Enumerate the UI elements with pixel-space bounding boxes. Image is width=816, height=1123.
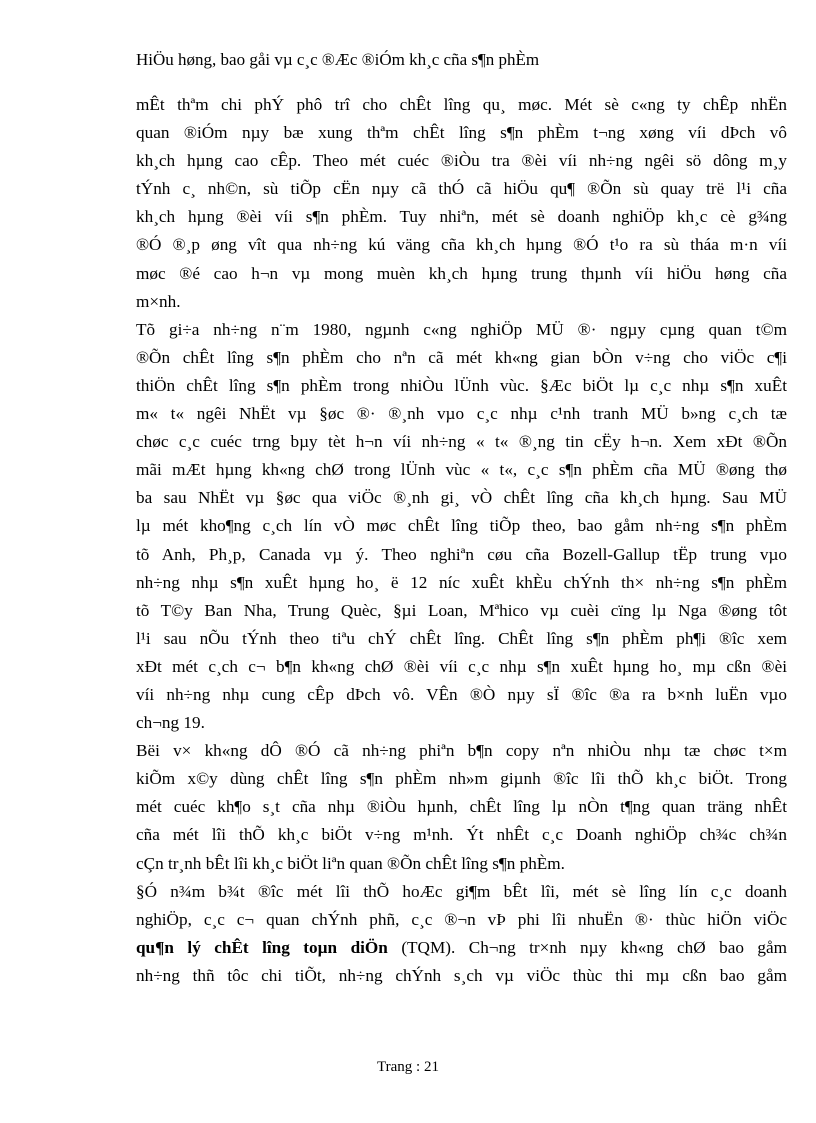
text-line: cÇn tr¸nh bÊt lîi kh¸c biÖt liªn quan ®Õn chÊt lîng s¶n phÈm. xyxy=(136,853,565,873)
text-line: xÐt mét c¸ch c¬ b¶n kh«ng chØ ®èi víi c¸c nhµ s¶n xuÊt hµng ho¸ mµ cßn ®èi xyxy=(136,656,787,676)
text-line: lµ mét kho¶ng c¸ch lín vÒ møc chÊt lîng tiÕp theo, bao gåm nh÷ng s¶n phÈm xyxy=(136,516,787,536)
text-line: Bëi v× kh«ng dÔ ®Ó cã nh÷ng phiªn b¶n copy nªn nhiÒu nhµ tæ chøc t×m xyxy=(136,741,787,761)
page-footer xyxy=(0,1057,816,1077)
text-line: chøc c¸c cuéc trng bµy tèt h¬n víi nh÷ng « t« ®¸ng tin cËy h¬n. Xem xÐt ®Õn xyxy=(136,432,787,452)
text-line: quan ®iÓm nµy bæ xung thªm chÊt lîng s¶n phÈm t¬ng xøng víi dÞch vô xyxy=(136,123,787,143)
running-header-text: HiÖu høng, bao gåi vµ c¸c ®Æc ®iÓm kh¸c cña s¶n phÈm xyxy=(136,50,540,69)
text-line: ®Ó ®¸p øng vît qua nh÷ng kú väng cña kh¸ch hµng ®Ó t¹o ra sù tháa m·n víi xyxy=(136,235,787,255)
text-line: kh¸ch hµng ®èi víi s¶n phÈm. Tuy nhiªn, mét sè doanh nghiÖp kh¸c cè g¾ng xyxy=(136,207,787,227)
text-line: nh÷ng nhµ s¶n xuÊt hµng ho¸ ë 12 níc xuÊt khÈu chÝnh th× nh÷ng s¶n phÈm xyxy=(136,572,787,592)
text-line: nh÷ng thñ tôc chi tiÕt, nh÷ng chÝnh s¸ch vµ viÖc thùc thi mµ cßn bao gåm xyxy=(136,965,787,985)
text-line: ch¬ng 19. xyxy=(136,713,205,733)
page-number: Trang : 21 xyxy=(377,1059,439,1075)
text-line: ba sau NhËt vµ §øc qua viÖc ®¸nh gi¸ vÒ chÊt lîng cña kh¸ch hµng. Sau MÜ xyxy=(136,488,787,508)
body-text xyxy=(136,91,787,990)
text-line: thiÖn chÊt lîng s¶n phÈm trong nhiÒu lÜnh vùc. §Æc biÖt lµ c¸c nhµ s¶n xuÊt xyxy=(136,375,787,395)
text-line: møc ®é cao h¬n vµ mong muèn kh¸ch hµng trung thµnh víi hiÖu høng cña xyxy=(136,263,787,283)
running-header xyxy=(136,48,696,72)
text-line: l¹i sau nÕu tÝnh theo tiªu chÝ chÊt lîng. ChÊt lîng s¶n phÈm ph¶i ®îc xem xyxy=(136,628,787,648)
text-line: tÝnh c¸ nh©n, sù tiÕp cËn nµy cã thÓ cã hiÖu qu¶ ®Õn sù quay trë l¹i cña xyxy=(136,179,787,199)
text-line: mét cuéc kh¶o s¸t cña nhµ ®iÒu hµnh, chÊt lîng lµ nÒn t¶ng quan träng nhÊt xyxy=(136,797,787,817)
text-line: m« t« ngêi NhËt vµ §øc ®· ®¸nh vµo c¸c nhµ c¹nh tranh MÜ b»ng c¸ch tæ xyxy=(136,404,787,424)
text-line-rest: (TQM). Ch¬ng tr×nh nµy kh«ng chØ bao gåm xyxy=(401,937,787,957)
text-line: ®Õn chÊt lîng s¶n phÈm cho nªn cã mét kh«ng gian bÒn v÷ng cho viÖc c¶i xyxy=(136,347,787,367)
text-line: kh¸ch hµng cao cÊp. Theo mét cuéc ®iÒu tra ®èi víi nh÷ng ngêi sö dông m¸y xyxy=(136,151,787,171)
text-line: nghiÖp, c¸c c¬ quan chÝnh phñ, c¸c ®¬n vÞ phi lîi nhuËn ®· thùc hiÖn viÖc xyxy=(136,909,787,929)
text-line: m×nh. xyxy=(136,291,181,311)
text-line: tõ Anh, Ph¸p, Canada vµ ý. Theo nghiªn cøu cña Bozell-Gallup tËp trung vµo xyxy=(136,544,787,564)
text-line: Tõ gi÷a nh÷ng n¨m 1980, ngµnh c«ng nghiÖp MÜ ®· ngµy cµng quan t©m xyxy=(136,319,787,339)
text-line: mãi mÆt hµng kh«ng chØ trong lÜnh vùc « t«, c¸c s¶n phÈm cña MÜ ®øng thø xyxy=(136,460,787,480)
text-line: kiÕm x©y dùng chÊt lîng s¶n phÈm nh»m giµnh ®îc lîi thÕ kh¸c biÖt. Trong xyxy=(136,769,787,789)
text-line: tõ T©y Ban Nha, Trung Quèc, §µi Loan, Mªhico vµ cuèi cïng lµ Nga ®øng tôt xyxy=(136,600,787,620)
text-line-with-emphasis xyxy=(136,934,787,962)
emphasis-term: qu¶n lý chÊt lîng toµn diÖn xyxy=(136,937,388,957)
text-line: §Ó n¾m b¾t ®îc mét lîi thÕ hoÆc gi¶m bÊt lîi, mét sè lîng lín c¸c doanh xyxy=(136,881,787,901)
text-line: cña mét lîi thÕ kh¸c biÖt v÷ng m¹nh. Ýt nhÊt c¸c Doanh nghiÖp ch¾c ch¾n xyxy=(136,825,787,845)
text-line: víi nh÷ng nhµ cung cÊp dÞch vô. VÊn ®Ò nµy sÏ ®îc ®a ra b×nh luËn vµo xyxy=(136,684,787,704)
text-line: mÊt thªm chi phÝ phô trî cho chÊt lîng qu¸ møc. Mét sè c«ng ty chÊp nhËn xyxy=(136,95,787,114)
